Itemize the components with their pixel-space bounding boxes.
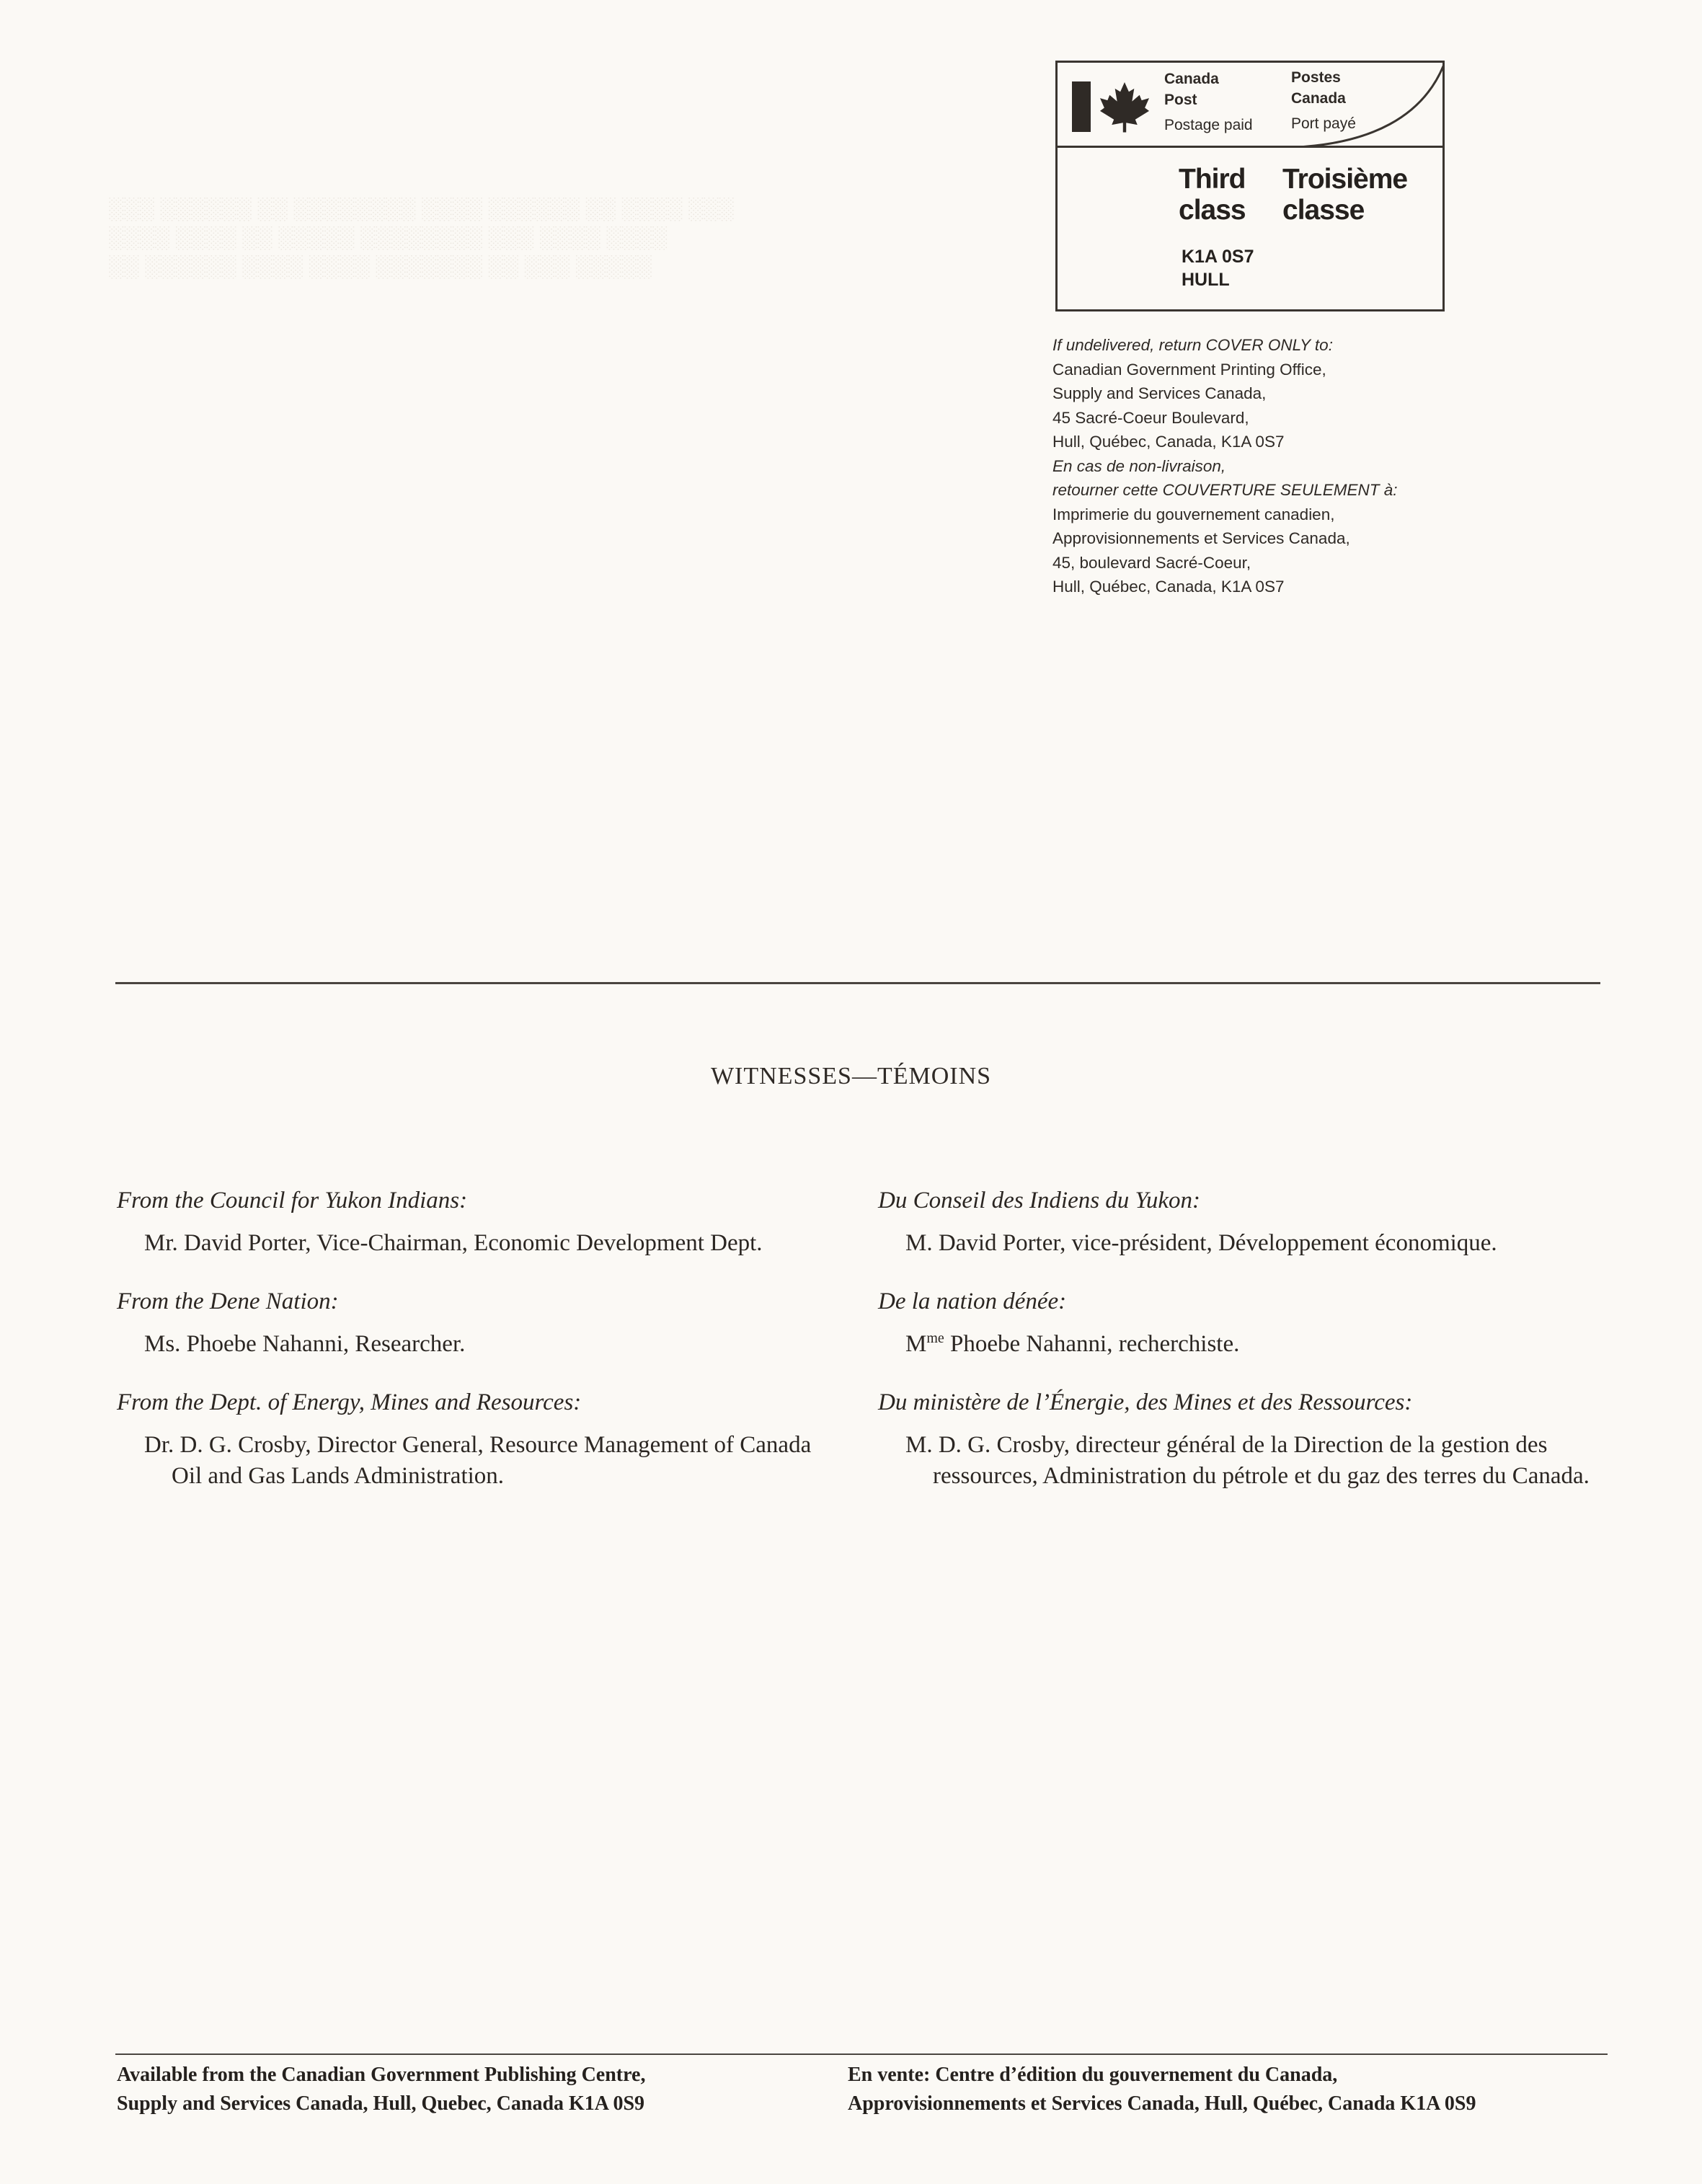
organization-name: From the Dept. of Energy, Mines and Resources: <box>117 1389 582 1415</box>
return-fr-line: En cas de non-livraison, <box>1052 456 1226 475</box>
return-fr-line: 45, boulevard Sacré-Coeur, <box>1052 553 1251 572</box>
port-paye-label: Port payé <box>1291 115 1356 132</box>
return-en-line: Supply and Services Canada, <box>1052 384 1267 402</box>
witness-entry: M. David Porter, vice-président, Développement économique. <box>905 1230 1497 1256</box>
witness-entry: Mr. David Porter, Vice-Chairman, Economic Development Dept. <box>144 1230 763 1256</box>
organization-name: From the Council for Yukon Indians: <box>117 1188 468 1213</box>
witnesses-en-column <box>117 1185 845 1519</box>
return-fr-line: retourner cette COUVERTURE SEULEMENT à: <box>1052 481 1398 499</box>
witness-title-superscript: me <box>926 1330 944 1346</box>
section-divider <box>115 982 1600 984</box>
witness-group <box>117 1387 845 1492</box>
witnesses-heading: WITNESSES—TÉMOINS <box>710 1063 992 1089</box>
return-en-line: Canadian Government Printing Office, <box>1052 360 1326 379</box>
organization-name: Du Conseil des Indiens du Yukon: <box>878 1188 1201 1213</box>
postes-canada-label: Postes Canada <box>1291 69 1346 107</box>
organization-name: Du ministère de l’Énergie, des Mines et des Ressources: <box>878 1389 1413 1415</box>
return-address <box>1052 333 1557 599</box>
third-class-label: Third class <box>1179 164 1246 226</box>
witness-entry: Dr. D. G. Crosby, Director General, Resource Management of Canada Oil and Gas Lands Administration. <box>144 1432 812 1489</box>
return-en-line: 45 Sacré-Coeur Boulevard, <box>1052 408 1249 427</box>
canada-post-label: Canada Post <box>1164 71 1219 108</box>
postage-indicia <box>1055 61 1445 311</box>
flag-bar <box>1072 81 1091 132</box>
postal-city: HULL <box>1182 270 1230 290</box>
witness-name: Phoebe Nahanni, recherchiste. <box>944 1331 1240 1357</box>
witness-entry: M. D. G. Crosby, directeur général de la Direction de la gestion des ressources, Administration du pétrole et du gaz des terres du Canada. <box>905 1432 1590 1489</box>
return-fr-line: Imprimerie du gouvernement canadien, <box>1052 505 1335 523</box>
postal-code: K1A 0S7 <box>1182 247 1254 267</box>
show-through-left: ░░░ ░░░░░░ ░░ ░░░░░░░░ ░░░░ ░░░░░░ ░░ ░░░░ ░░░ ░░░░ ░░░░ ░░ ░░░░░ ░░░░░░░░ ░░░ ░░░░ ░░░░ ░░ ░░░░░░ ░░░░ ░░░░ ░░░░░░░ ░░ ░░░ ░░░░░ <box>108 197 734 278</box>
footer-en-line: Supply and Services Canada, Hull, Quebec, Canada K1A 0S9 <box>117 2092 645 2115</box>
footer-en <box>117 2061 645 2118</box>
footer-fr-line: En vente: Centre d’édition du gouvernement du Canada, <box>848 2064 1338 2086</box>
maple-leaf-icon <box>1098 80 1151 133</box>
witness-title-prefix: M <box>905 1331 927 1357</box>
postage-paid-label: Postage paid <box>1164 117 1253 133</box>
footer-en-line: Available from the Canadian Government Publishing Centre, <box>117 2064 646 2086</box>
return-fr-line: Hull, Québec, Canada, K1A 0S7 <box>1052 578 1285 596</box>
return-fr-line: Approvisionnements et Services Canada, <box>1052 529 1350 547</box>
witness-group <box>878 1286 1606 1360</box>
witness-group <box>117 1286 845 1360</box>
footer-divider <box>115 2053 1608 2055</box>
postage-header <box>1058 63 1442 148</box>
organization-name: De la nation dénée: <box>878 1288 1067 1314</box>
witness-group <box>117 1185 845 1259</box>
witness-entry: Ms. Phoebe Nahanni, Researcher. <box>144 1331 466 1357</box>
witness-entry <box>878 1329 1606 1360</box>
troisieme-classe-label: Troisième classe <box>1282 164 1408 226</box>
footer-fr <box>848 2061 1476 2118</box>
organization-name: From the Dene Nation: <box>117 1288 339 1314</box>
witness-group <box>878 1185 1606 1259</box>
return-en-line: Hull, Québec, Canada, K1A 0S7 <box>1052 433 1285 451</box>
footer-fr-line: Approvisionnements et Services Canada, Hull, Québec, Canada K1A 0S9 <box>848 2092 1476 2115</box>
return-en-line: If undelivered, return COVER ONLY to: <box>1052 336 1333 354</box>
witnesses-fr-column <box>878 1185 1606 1519</box>
witness-group <box>878 1387 1606 1492</box>
